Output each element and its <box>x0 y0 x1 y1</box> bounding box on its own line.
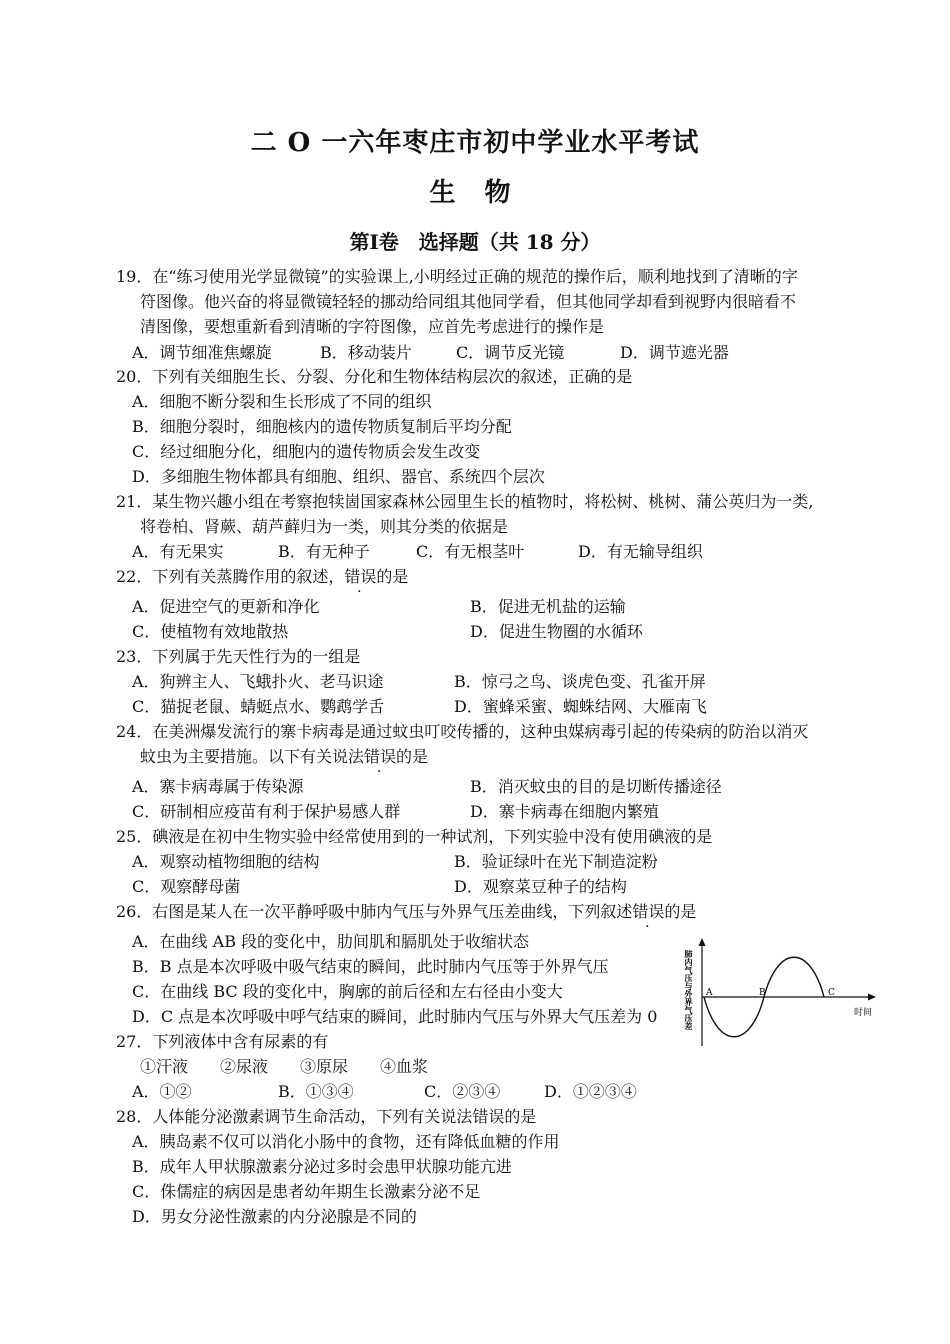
q28-option-a: A．胰岛素不仅可以消化小肠中的食物，还有降低血糖的作用 <box>132 1132 560 1151</box>
q28-stem: 28．人体能分泌激素调节生命活动，下列有关说法错误的是 <box>116 1107 537 1126</box>
q28-option-c: C．侏儒症的病因是患者幼年期生长激素分泌不足 <box>132 1182 481 1201</box>
q19-option-a: A．调节细准焦螺旋 <box>132 343 272 362</box>
question-20 <box>116 364 840 389</box>
q22-option-a: A．促进空气的更新和净化 <box>132 597 320 616</box>
q26-option-b: B．B 点是本次呼吸中吸气结束的瞬间，此时肺内气压等于外界气压 <box>132 957 609 976</box>
q26-option-a: A．在曲线 AB 段的变化中，肋间肌和膈肌处于收缩状态 <box>132 932 530 951</box>
q19-option-b: B．移动装片 <box>320 343 412 362</box>
q25-option-a: A．观察动植物细胞的结构 <box>132 852 320 871</box>
q27-option-b: B．①③④ <box>278 1082 354 1101</box>
q22-stem-post: 的是 <box>376 567 409 586</box>
graph-y-arrow <box>699 938 706 946</box>
q22-option-c: C．使植物有效地散热 <box>132 622 289 641</box>
q21-stem-line2: 将卷柏、肾蕨、葫芦藓归为一类，则其分类的依据是 <box>140 517 509 536</box>
q24-stem-line2 <box>116 744 840 769</box>
q26-emphasis-mark: 错误 <box>632 902 665 921</box>
q19-stem-line3: 清图像，要想重新看到清晰的字符图像，应首先考虑进行的操作是 <box>140 317 605 336</box>
question-27 <box>116 1029 840 1054</box>
question-28 <box>116 1104 840 1129</box>
graph-point-b: B <box>759 988 766 998</box>
q22-option-d: D．促进生物圈的水循环 <box>470 622 643 641</box>
q20-stem: 20．下列有关细胞生长、分裂、分化和生物体结构层次的叙述，正确的是 <box>116 367 633 386</box>
q27-option-d: D．①②③④ <box>544 1082 637 1101</box>
question-21 <box>116 489 840 539</box>
question-25 <box>116 824 840 849</box>
q19-option-c: C．调节反光镜 <box>456 343 565 362</box>
q24-stem-post: 的是 <box>396 747 429 766</box>
q28-option-b: B．成年人甲状腺激素分泌过多时会患甲状腺功能亢进 <box>132 1157 512 1176</box>
q23-stem: 23．下列属于先天性行为的一组是 <box>116 647 361 666</box>
q19-stem-line2: 符图像。他兴奋的将显微镜轻轻的挪动给同组其他同学看，但其他同学却看到视野内很暗看不 <box>140 292 797 311</box>
q24-emphasis-mark: 错误 <box>364 747 397 766</box>
question-22 <box>116 564 840 589</box>
q20-option-c: C．经过细胞分化，细胞内的遗传物质会发生改变 <box>132 442 481 461</box>
q25-stem: 25．碘液是在初中生物实验中经常使用到的一种试剂，下列实验中没有使用碘液的是 <box>116 827 713 846</box>
q24-stem-pre: 蚊虫为主要措施。以下有关说法 <box>140 747 365 766</box>
q24-option-b: B．消灭蚊虫的目的是切断传播途径 <box>470 777 722 796</box>
q22-option-b: B．促进无机盐的运输 <box>470 597 626 616</box>
q21-option-a: A．有无果实 <box>132 542 224 561</box>
graph-y-label: 肺内气压与外界气压差 <box>684 950 694 1030</box>
q23-option-a: A．狗辨主人、飞蛾扑火、老马识途 <box>132 672 384 691</box>
subject-title: 生 物 <box>429 178 521 208</box>
q25-option-c: C．观察酵母菌 <box>132 877 241 896</box>
question-24 <box>116 719 840 769</box>
q25-option-b: B．验证绿叶在光下制造淀粉 <box>454 852 658 871</box>
question-26 <box>116 899 840 924</box>
q24-option-d: D．寨卡病毒在细胞内繁殖 <box>470 802 659 821</box>
q27-option-a: A．①② <box>132 1082 192 1101</box>
question-19 <box>116 264 840 339</box>
q24-stem-line1: 24．在美洲爆发流行的寨卡病毒是通过蚊虫叮咬传播的，这种虫媒病毒引起的传染病的防治以消灭 <box>116 722 809 741</box>
q27-stem: 27．下列液体中含有尿素的有 <box>116 1032 329 1051</box>
q26-stem-pre: 26．右图是某人在一次平静呼吸中肺内气压与外界气压差曲线，下列叙述 <box>116 902 633 921</box>
q21-option-b: B．有无种子 <box>278 542 370 561</box>
q27-items: ①汗液 ②尿液 ③原尿 ④血浆 <box>140 1057 429 1076</box>
q21-option-c: C．有无根茎叶 <box>416 542 525 561</box>
q24-option-c: C．研制相应疫苗有利于保护易感人群 <box>132 802 401 821</box>
q19-stem-line1: 19．在“练习使用光学显微镜”的实验课上,小明经过正确的规范的操作后，顺利地找到了清晰的字 <box>116 267 798 286</box>
q20-option-d: D．多细胞生物体都具有细胞、组织、器官、系统四个层次 <box>132 467 545 486</box>
q19-option-d: D．调节遮光器 <box>620 343 729 362</box>
q22-emphasis-mark: 错误 <box>344 567 377 586</box>
exam-title: 二 O 一六年枣庄市初中学业水平考试 <box>250 128 700 158</box>
q22-stem-pre: 22．下列有关蒸腾作用的叙述， <box>116 567 345 586</box>
q26-option-d: D．C 点是本次呼吸中呼气结束的瞬间，此时肺内气压与外界大气压差为 0 <box>132 1007 658 1026</box>
graph-point-a: A <box>706 988 713 998</box>
q26-stem-post: 的是 <box>664 902 697 921</box>
q21-option-d: D．有无输导组织 <box>578 542 703 561</box>
section-title: 第Ⅰ卷 选择题（共 18 分） <box>349 230 601 254</box>
q27-option-c: C．②③④ <box>424 1082 501 1101</box>
graph-x-arrow <box>868 994 876 1001</box>
q28-option-d: D．男女分泌性激素的内分泌腺是不同的 <box>132 1207 417 1226</box>
q21-stem-line1: 21．某生物兴趣小组在考察抱犊崮国家森林公园里生长的植物时，将松树、桃树、蒲公英归为一类, <box>116 492 814 511</box>
q20-option-b: B．细胞分裂时，细胞核内的遗传物质复制后平均分配 <box>132 417 512 436</box>
q23-option-c: C．猫捉老鼠、蜻蜓点水、鹦鹉学舌 <box>132 697 385 716</box>
question-23 <box>116 644 840 669</box>
q20-option-a: A．细胞不断分裂和生长形成了不同的组织 <box>132 392 432 411</box>
q23-option-d: D．蜜蜂采蜜、蜘蛛结网、大雁南飞 <box>454 697 707 716</box>
graph-x-label: 时间 <box>854 1008 873 1018</box>
q23-option-b: B．惊弓之鸟、谈虎色变、孔雀开屏 <box>454 672 706 691</box>
q25-option-d: D．观察菜豆种子的结构 <box>454 877 627 896</box>
q24-option-a: A．寨卡病毒属于传染源 <box>132 777 304 796</box>
graph-point-c: C <box>828 988 835 998</box>
q26-option-c: C．在曲线 BC 段的变化中，胸廓的前后径和左右径由小变大 <box>132 982 563 1001</box>
